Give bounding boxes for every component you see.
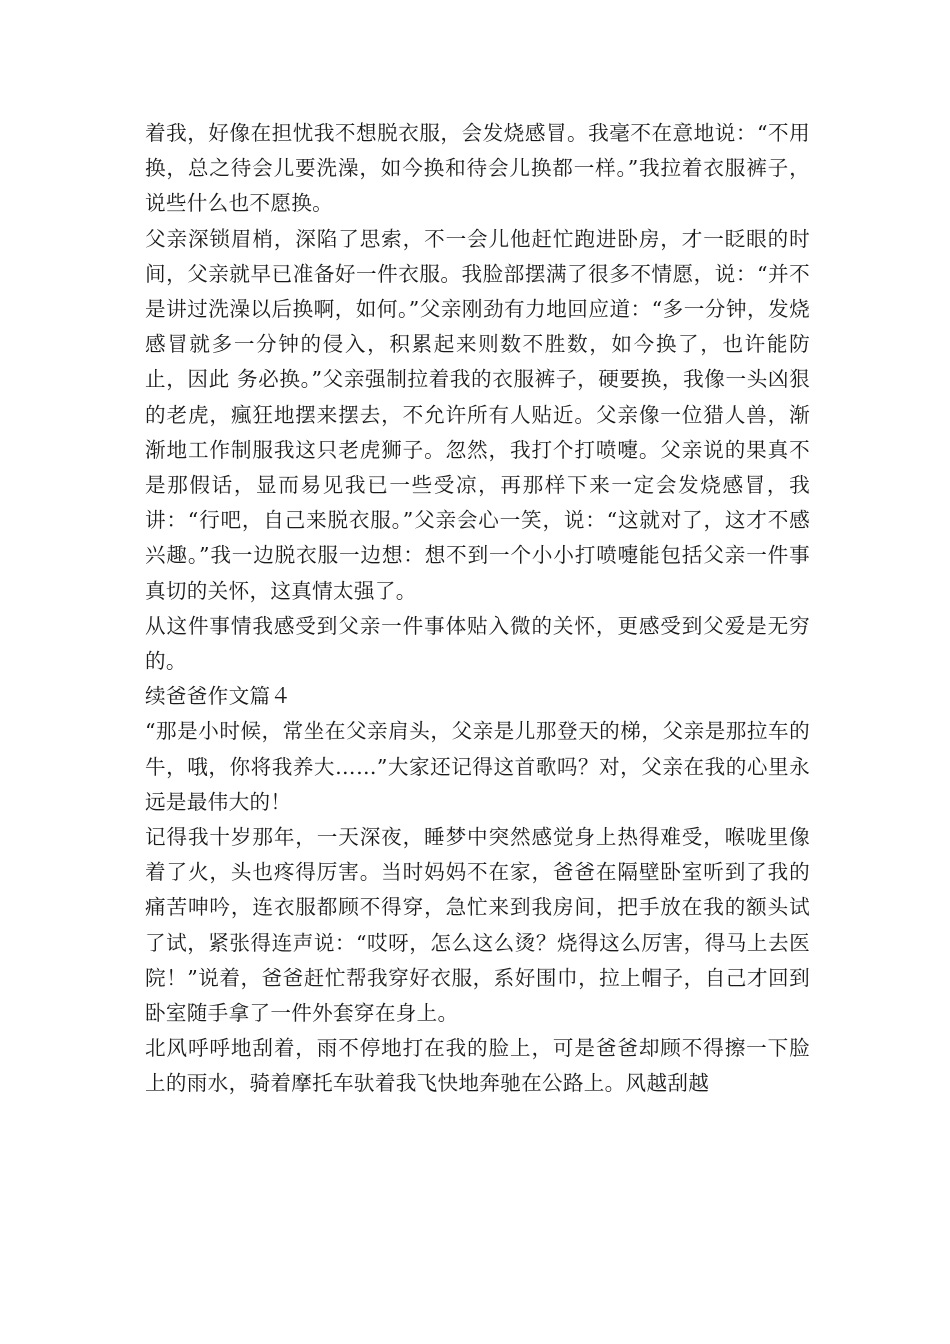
paragraph: 从这件事情我感受到父亲一件事体贴入微的关怀，更感受到父爱是无穷的。 <box>145 613 810 674</box>
section-title: 续爸爸作文篇４ <box>145 684 292 709</box>
paragraph: 北风呼呼地刮着，雨不停地打在我的脸上，可是爸爸却顾不得擦一下脸上的雨水，骑着摩托车驮着我飞快地奔驰在公路上。风越刮越 <box>145 1036 810 1096</box>
paragraph: 父亲深锁眉梢，深陷了思索，不一会儿他赶忙跑进卧房，才一眨眼的时间，父亲就早已准备好一件衣服。我脸部摆满了很多不情愿，说：“并不是讲过洗澡以后换啊，如何。”父亲刚劲有力地回应道：“多一分钟，发烧感冒就多一分钟的侵入，积累起来则数不胜数，如今换了，也许能防止，因此 务必换。”父亲强制拉着我的衣服裤子，硬要换，我像一头凶狠的老虎，瘋狂地摆来摆去，不允许所有人贴近。父亲像一位猎人兽，渐渐地工作制服我这只老虎狮子。忽然，我打个打喷嚏。父亲说的果真不是那假话，显而易见我已一些受凉，再那样下来一定会发烧感冒，我讲：“行吧，自己来脱衣服。”父亲会心一笑，说：“这就对了，这才不感兴趣。”我一边脱衣服一边想：想不到一个小小打喷嚏能包括父亲一件事真切的关怀，这真情太强了。 <box>145 226 810 603</box>
paragraph: 着我，好像在担忧我不想脱衣服，会发烧感冒。我毫不在意地说：“不用换，总之待会儿要洗澡，如今换和待会儿换都一样。”我拉着衣服裤子，说些什么也不愿换。 <box>145 121 810 216</box>
paragraph: 记得我十岁那年，一天深夜，睡梦中突然感觉身上热得难受，喉咙里像着了火，头也疼得厉害。当时妈妈不在家，爸爸在隔壁卧室听到了我的痛苦呻吟，连衣服都顾不得穿，急忙来到我房间，把手放在我的额头试了试，紧张得连声说：“哎呀，怎么这么烫？烧得这么厉害，得马上去医院！”说着，爸爸赶忙帮我穿好衣服，系好围巾，拉上帽子，自己才回到卧室随手拿了一件外套穿在身上。 <box>145 825 810 1026</box>
document-body <box>145 116 810 1102</box>
paragraph: “那是小时候，常坐在父亲肩头，父亲是儿那登天的梯，父亲是那拉车的牛，哦，你将我养大……”大家还记得这首歌吗？对，父亲在我的心里永远是最伟大的！ <box>145 719 810 814</box>
